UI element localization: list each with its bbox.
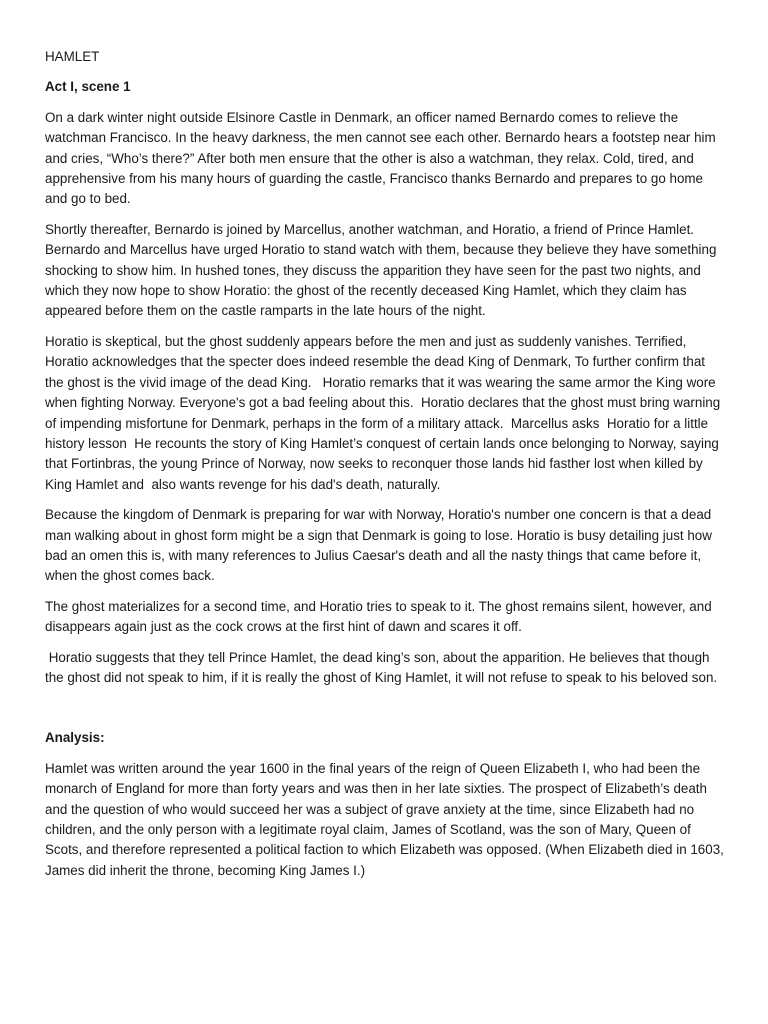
summary-paragraph-4: Because the kingdom of Denmark is preparing for war with Norway, Horatio's number one concern is that a dead man walking about in ghost form might be a sign that Denmark is going to lose. Horatio is busy detailing just how bad an omen this is, with many references to Julius Caesar's death and all the nasty things that came before it, when the ghost comes back. — [45, 507, 716, 584]
document-title: HAMLET — [45, 49, 100, 64]
summary-paragraph-1: On a dark winter night outside Elsinore Castle in Denmark, an officer named Bernardo comes to relieve the watchman Francisco. In the heavy darkness, the men cannot see each other. Bernardo hears a footstep near him and cries, “Who’s there?” After both men ensure that the other is also a watchman, they relax. Cold, tired, and apprehensive from his many hours of guarding the castle, Francisco thanks Bernardo and prepares to go home and go to bed. — [45, 109, 720, 207]
analysis-heading: Analysis: — [45, 730, 105, 746]
document-page — [45, 47, 728, 891]
summary-paragraph-3: Horatio is skeptical, but the ghost suddenly appears before the men and just as suddenly vanishes. Terrified, Horatio acknowledges that the specter does indeed resemble the dead King of Denmark, To further confirm that the ghost is the vivid image of the dead King. Horatio remarks that it was wearing the same armor the King wore when fighting Norway. Everyone's got a bad feeling about this. Horatio declares that the ghost must bring warning of impending misfortune for Denmark, perhaps in the form of a military attack. Marcellus asks Horatio for a little history lesson He recounts the story of King Hamlet’s conquest of certain lands once belonging to Norway, saying that Fortinbras, the young Prince of Norway, now seeks to reconquer those lands hid fasther lost when killed by King Hamlet and also wants revenge for his dad's death, naturally. — [45, 333, 724, 492]
summary-paragraph-6: Horatio suggests that they tell Prince Hamlet, the dead king’s son, about the apparition. He believes that though the ghost did not speak to him, if it is really the ghost of King Hamlet, it will not refuse to speak to his beloved son. — [45, 649, 718, 685]
section-spacer — [45, 698, 725, 718]
summary-paragraph-2: Shortly thereafter, Bernardo is joined by Marcellus, another watchman, and Horatio, a friend of Prince Hamlet. Bernardo and Marcellus have urged Horatio to stand watch with them, because they believe they have something shocking to show him. In hushed tones, they discuss the apparition they have seen for the past two nights, and which they now hope to show Horatio: the ghost of the recently deceased King Hamlet, which they claim has appeared before them on the castle ramparts in the late hours of the night. — [45, 221, 721, 319]
scene-heading: Act I, scene 1 — [45, 79, 131, 95]
analysis-paragraph: Hamlet was written around the year 1600 in the final years of the reign of Queen Elizabeth I, who had been the monarch of England for more than forty years and was then in her late sixties. The prospect of Elizabeth’s death and the question of who would succeed her was a subject of grave anxiety at the time, since Elizabeth had no children, and the only person with a legitimate royal claim, James of Scotland, was the son of Mary, Queen of Scots, and therefore represented a political faction to which Elizabeth was opposed. (When Elizabeth died in 1603, James did inherit the throne, becoming King James I.) — [45, 760, 728, 878]
summary-paragraph-5: The ghost materializes for a second time, and Horatio tries to speak to it. The ghost remains silent, however, and disappears again just as the cock crows at the first hint of dawn and scares it off. — [45, 598, 716, 635]
